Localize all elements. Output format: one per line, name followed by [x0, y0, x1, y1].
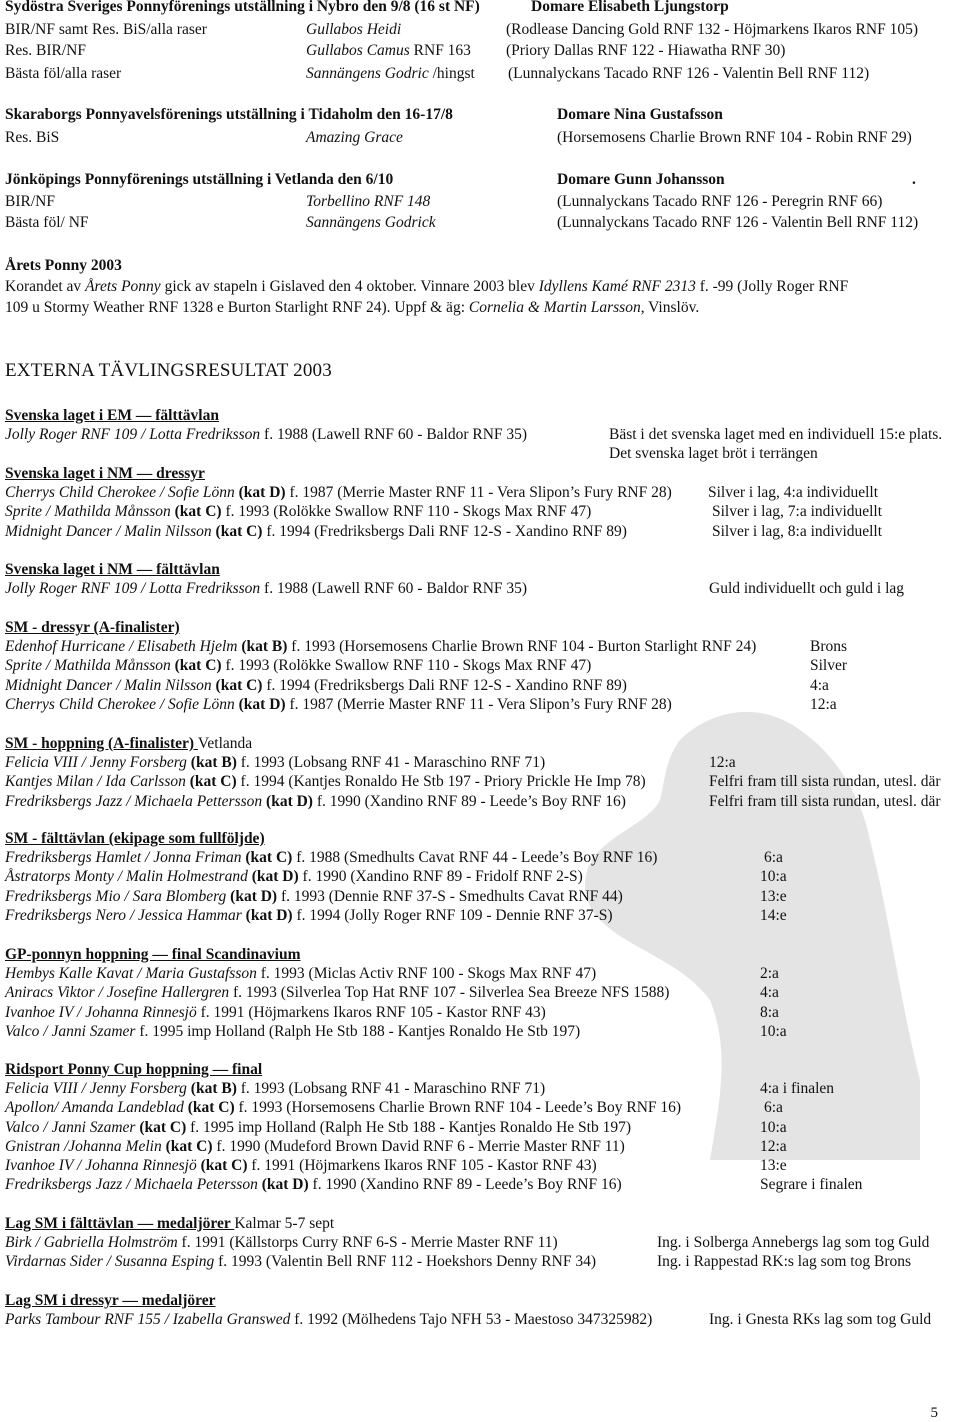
text: f. -99 (Jolly Roger RNF [695, 278, 849, 295]
category: (kat C) [211, 522, 263, 540]
result-row [5, 425, 527, 444]
horse-rider: Valco / Janni Szamer [5, 1022, 136, 1040]
category: (kat D) [247, 868, 299, 886]
pedigree: (Rodlease Dancing Gold RNF 132 - Höjmarkens Ikaros RNF 105) [506, 21, 918, 38]
horse-rider: Valco / Janni Szamer [5, 1118, 136, 1136]
horse-pedigree: f. 1988 (Smedhults Cavat RNF 44 - Leede’s Boy RNF 16) [292, 849, 658, 867]
result-placing: 6:a [764, 849, 783, 867]
text: , Vinslöv. [640, 299, 700, 316]
horse-pedigree: f. 1993 (Horsemosens Charlie Brown RNF 104 - Leede’s Boy RNF 16) [234, 1099, 682, 1117]
show-heading-sydostra: Sydöstra Sveriges Ponnyförenings utställning i Nybro den 9/8 (16 st NF) [5, 0, 480, 15]
result-row [5, 1118, 631, 1137]
horse-rider: Ivanhoe IV / Johanna Rinnesjö [5, 1157, 197, 1174]
category: (kat D) [241, 906, 293, 924]
horse-pedigree: f. 1993 (Valentin Bell RNF 112 - Hoekshors Denny RNF 34) [214, 1253, 596, 1271]
category: (kat B) [186, 754, 237, 772]
horse-pedigree: f. 1994 (Kantjes Ronaldo He Stb 197 - Priory Prickle He Imp 78) [236, 773, 646, 791]
arets-ponny-text-1 [5, 277, 848, 296]
horse-pedigree: f. 1987 (Merrie Master RNF 11 - Vera Slipon’s Fury RNF 28) [285, 484, 672, 502]
result-placing: Ing. i Rappestad RK:s lag som tog Brons [657, 1253, 912, 1271]
horse-rider: Edenhof Hurricane / Elisabeth Hjelm [5, 638, 238, 656]
category: (kat D) [234, 695, 286, 713]
horse-pedigree: f. 1990 (Xandino RNF 89 - Leede’s Boy RNF 16) [308, 1176, 622, 1194]
horse-rider: Felicia VIII / Jenny Forsberg [5, 1080, 187, 1098]
horse-rider: Hembys Kalle Kavat / Maria Gustafsson [5, 965, 257, 983]
horse-name: Torbellino RNF 148 [306, 193, 431, 210]
horse-rider: Apollon/ Amanda Landeblad [5, 1099, 184, 1117]
result-row [5, 848, 657, 867]
horse-rider: Sprite / Mathilda Månsson [5, 503, 171, 521]
horse-pedigree: f. 1994 (Fredriksbergs Dali RNF 12-S - Xandino RNF 89) [262, 676, 627, 694]
result-placing: 10:a [760, 868, 787, 886]
horse-pedigree: f. 1992 (Mölhedens Tajo NFH 53 - Maestoso 347325982) [290, 1311, 653, 1329]
horse-pedigree: f. 1994 (Jolly Roger RNF 109 - Dennie RNF 37-S) [292, 906, 613, 924]
horse-pedigree: f. 1988 (Lawell RNF 60 - Baldor RNF 35) [260, 426, 528, 444]
pedigree: (Priory Dallas RNF 122 - Hiawatha RNF 30) [506, 42, 786, 59]
horse-rider: Fredriksbergs Nero / Jessica Hammar [5, 906, 242, 924]
category: (kat D) [257, 1176, 309, 1194]
section-heading [5, 829, 265, 848]
horse-pedigree: f. 1991 (Källstorps Curry RNF 6-S - Merrie Master RNF 11) [177, 1234, 558, 1252]
result-placing: 14:e [760, 906, 787, 924]
result-row [5, 906, 613, 925]
result-placing: 13:e [760, 1157, 787, 1174]
stray-dot: . [912, 171, 916, 188]
result-row [5, 656, 591, 675]
horse-pedigree: f. 1993 (Lobsang RNF 41 - Maraschino RNF 71) [236, 754, 546, 772]
section-heading-text: GP-ponnyn hoppning — final Scandinavium [5, 946, 301, 963]
text: Årets Ponny [85, 278, 161, 295]
horse-pedigree: f. 1990 (Xandino RNF 89 - Fridolf RNF 2-S) [298, 868, 583, 886]
result-placing: 4:a [810, 676, 829, 694]
horse-rider: Midnight Dancer / Malin Nilsson [5, 522, 212, 540]
horse-pedigree: f. 1994 (Fredriksbergs Dali RNF 12-S - Xandino RNF 89) [262, 522, 627, 540]
pony-watermark [560, 700, 940, 1160]
result-placing: Segrare i finalen [760, 1176, 863, 1194]
section-heading [5, 945, 300, 964]
result-placing: 4:a [760, 984, 779, 1002]
horse-rider: Aniracs Viktor / Josefine Hallergren [5, 984, 230, 1002]
result-row [5, 753, 545, 772]
category: (kat C) [196, 1157, 248, 1174]
result-placing: 4:a i finalen [760, 1080, 835, 1098]
result-placing: 13:e [760, 887, 787, 905]
result-row [5, 1310, 652, 1329]
horse-name: Gullabos Heidi [306, 21, 402, 38]
section-heading-text: Lag SM i fälttävlan — medaljörer [5, 1215, 235, 1232]
result-placing: 2:a [760, 965, 779, 983]
result-row [5, 1098, 681, 1117]
result-placing: 12:a [760, 1137, 787, 1155]
horse-rider: Sprite / Mathilda Månsson [5, 657, 171, 675]
result-row [5, 1079, 545, 1098]
class-label: Bästa föl/ NF [5, 214, 89, 231]
horse-rider: Åstratorps Monty / Malin Holmestrand [5, 868, 248, 886]
category: (kat C) [135, 1118, 187, 1136]
horse-rider: Midnight Dancer / Malin Nilsson [5, 676, 212, 694]
horse-rider: Fredriksbergs Jazz / Michaela Pettersson [5, 792, 263, 810]
show-heading-skaraborgs: Skaraborgs Ponnyavelsförenings utställning i Tidaholm den 16-17/8 [5, 106, 453, 123]
result-placing: 10:a [760, 1022, 787, 1040]
arets-ponny-heading: Årets Ponny 2003 [5, 257, 122, 274]
horse-rider: Birk / Gabriella Holmström [5, 1234, 178, 1252]
text: Korandet av [5, 278, 86, 295]
show-heading-jonkopings: Jönköpings Ponnyförenings utställning i Vetlanda den 6/10 [5, 171, 394, 188]
horse-pedigree: f. 1990 (Mudeford Brown David RNF 6 - Merrie Master RNF 11) [212, 1137, 625, 1155]
result-placing: Silver i lag, 8:a individuellt [712, 522, 883, 540]
section-heading [5, 406, 219, 425]
horse-pedigree: f. 1993 (Rolökke Swallow RNF 110 - Skogs Max RNF 47) [221, 503, 592, 521]
section-heading-text: Lag SM i dressyr — medaljörer [5, 1292, 216, 1309]
result-row [5, 1252, 596, 1271]
result-row [5, 867, 583, 886]
horse-name: Gullabos Camus [306, 42, 410, 59]
result-placing: Bäst i det svenska laget med en individuell 15:e plats. [609, 426, 943, 444]
horse-rider: Fredriksbergs Hamlet / Jonna Friman [5, 849, 242, 867]
horse-name-line [306, 41, 471, 60]
result-placing: Det svenska laget bröt i terrängen [609, 445, 818, 463]
result-row [5, 1175, 622, 1194]
horse-note: /hingst [428, 65, 475, 82]
section-heading [5, 464, 205, 483]
horse-rider: Jolly Roger RNF 109 / Lotta Fredriksson [5, 580, 261, 598]
section-heading-text: Ridsport Ponny Cup hoppning — final [5, 1061, 263, 1078]
horse-pedigree: f. 1995 imp Holland (Ralph He Stb 188 - Kantjes Ronaldo He Stb 197) [186, 1118, 631, 1136]
class-label: Bästa föl/alla raser [5, 65, 122, 82]
class-label: BIR/NF [5, 193, 55, 210]
page-number: 5 [930, 1405, 938, 1421]
result-row [5, 1022, 580, 1041]
section-heading [5, 734, 252, 753]
horse-pedigree: f. 1991 (Höjmarkens Ikaros RNF 105 - Kastor RNF 43) [196, 1003, 546, 1021]
horse-rider: Cherrys Child Cherokee / Sofie Lönn [5, 484, 235, 502]
text: 109 u Stormy Weather RNF 1328 e Burton Starlight RNF 24). Uppf & äg: [5, 299, 469, 316]
horse-pedigree: f. 1993 (Rolökke Swallow RNF 110 - Skogs Max RNF 47) [221, 657, 592, 675]
horse-pedigree: f. 1987 (Merrie Master RNF 11 - Vera Slipon’s Fury RNF 28) [285, 695, 672, 713]
horse-reg: RNF 163 [409, 42, 471, 59]
section-heading-location: Vetlanda [197, 735, 253, 752]
result-placing: 12:a [709, 754, 736, 772]
horse-pedigree: f. 1990 (Xandino RNF 89 - Leede’s Boy RNF 16) [312, 792, 626, 810]
result-placing: 12:a [810, 695, 837, 713]
result-row [5, 483, 672, 502]
horse-name: Amazing Grace [306, 129, 403, 146]
result-placing: Silver i lag, 4:a individuellt [708, 484, 879, 502]
horse-pedigree: f. 1993 (Horsemosens Charlie Brown RNF 104 - Burton Starlight RNF 24) [287, 638, 757, 656]
breeder-owner: Cornelia & Martin Larsson [468, 299, 641, 316]
class-label: Res. BIR/NF [5, 42, 86, 59]
horse-pedigree: f. 1995 imp Holland (Ralph He Stb 188 - Kantjes Ronaldo He Stb 197) [135, 1022, 581, 1040]
horse-rider: Ivanhoe IV / Johanna Rinnesjö [5, 1003, 197, 1021]
category: (kat C) [183, 1099, 235, 1117]
category: (kat C) [170, 657, 222, 675]
horse-rider: Felicia VIII / Jenny Forsberg [5, 754, 187, 772]
result-placing: Ing. i Solberga Annebergs lag som tog Guld [657, 1234, 930, 1252]
horse-pedigree: f. 1993 (Silverlea Top Hat RNF 107 - Silverlea Sea Breeze NFS 1588) [229, 984, 670, 1002]
class-label: BIR/NF samt Res. BiS/alla raser [5, 21, 207, 38]
horse-pedigree: f. 1993 (Dennie RNF 37-S - Smedhults Cavat RNF 44) [277, 887, 623, 905]
section-heading-text: SM - dressyr (A-finalister) [5, 619, 180, 636]
horse-rider: Parks Tambour RNF 155 / Izabella Granswed [5, 1311, 291, 1329]
section-heading [5, 618, 180, 637]
result-row [5, 983, 669, 1002]
horse-name-line [306, 64, 475, 83]
result-placing: Guld individuellt och guld i lag [709, 580, 905, 598]
category: (kat D) [262, 792, 313, 810]
pedigree: (Lunnalyckans Tacado RNF 126 - Peregrin RNF 66) [557, 193, 883, 210]
result-row [5, 772, 646, 791]
horse-pedigree: f. 1993 (Lobsang RNF 41 - Maraschino RNF 71) [236, 1080, 546, 1098]
horse-name: Sannängens Godric [306, 65, 429, 82]
category: (kat B) [237, 638, 288, 656]
horse-rider: Fredriksbergs Jazz / Michaela Petersson [5, 1176, 258, 1194]
pedigree: (Lunnalyckans Tacado RNF 126 - Valentin Bell RNF 112) [557, 214, 919, 231]
arets-ponny-text-2 [5, 298, 699, 317]
horse-pedigree: f. 1991 (Höjmarkens Ikaros RNF 105 - Kastor RNF 43) [247, 1157, 597, 1174]
section-heading [5, 1291, 216, 1310]
result-row [5, 695, 672, 714]
result-placing: 10:a [760, 1118, 787, 1136]
category: (kat C) [211, 676, 263, 694]
page-title: EXTERNA TÄVLINGSRESULTAT 2003 [5, 360, 332, 381]
result-row [5, 1003, 546, 1022]
result-row [5, 502, 591, 521]
section-heading-text: SM - hoppning (A-finalister) [5, 735, 198, 752]
category: (kat B) [186, 1080, 237, 1098]
result-placing: Brons [810, 638, 848, 656]
pedigree: (Horsemosens Charlie Brown RNF 104 - Robin RNF 29) [557, 129, 912, 146]
category: (kat D) [234, 484, 286, 502]
section-heading [5, 560, 220, 579]
category: (kat C) [185, 773, 237, 791]
category: (kat D) [226, 887, 278, 905]
result-row [5, 579, 527, 598]
horse-rider: Cherrys Child Cherokee / Sofie Lönn [5, 695, 235, 713]
class-label: Res. BiS [5, 129, 60, 146]
horse-rider: Jolly Roger RNF 109 / Lotta Fredriksson [5, 426, 261, 444]
result-row [5, 1233, 558, 1252]
result-placing: 6:a [764, 1099, 783, 1117]
horse-rider: Virdarnas Sider / Susanna Esping [5, 1253, 215, 1271]
horse-rider: Kantjes Milan / Ida Carlsson [5, 773, 186, 791]
result-row [5, 676, 627, 695]
section-heading [5, 1214, 334, 1233]
result-placing: Felfri fram till sista rundan, utesl. där [709, 792, 941, 810]
section-heading-text: SM - fälttävlan (ekipage som fullföljde) [5, 830, 265, 847]
result-placing: Silver [810, 657, 848, 675]
judge-skaraborgs: Domare Nina Gustafsson [557, 106, 723, 123]
category: (kat C) [161, 1137, 213, 1155]
pedigree: (Lunnalyckans Tacado RNF 126 - Valentin Bell RNF 112) [508, 65, 870, 82]
result-placing: 8:a [760, 1003, 779, 1021]
result-placing: Ing. i Gnesta RKs lag som tog Guld [709, 1311, 932, 1329]
horse-pedigree: f. 1988 (Lawell RNF 60 - Baldor RNF 35) [260, 580, 528, 598]
result-row [5, 792, 626, 811]
section-heading-text: Svenska laget i EM — fälttävlan [5, 407, 219, 424]
result-row [5, 637, 756, 656]
result-row [5, 522, 627, 541]
result-row [5, 964, 596, 983]
result-row [5, 887, 623, 906]
judge-sydostra: Domare Elisabeth Ljungstorp [531, 0, 729, 15]
judge-jonkopings: Domare Gunn Johansson [557, 171, 725, 188]
result-placing: Silver i lag, 7:a individuellt [712, 503, 883, 521]
result-row [5, 1156, 597, 1175]
section-heading-text: Svenska laget i NM — dressyr [5, 465, 205, 482]
section-heading-location: Kalmar 5-7 sept [234, 1215, 335, 1232]
category: (kat C) [241, 849, 293, 867]
result-row [5, 1137, 625, 1156]
horse-rider: Fredriksbergs Mio / Sara Blomberg [5, 887, 227, 905]
horse-rider: Gnistran /Johanna Melin [5, 1137, 162, 1155]
winner-name: Idyllens Kamé RNF 2313 [538, 278, 696, 295]
section-heading [5, 1060, 262, 1079]
result-placing: Felfri fram till sista rundan, utesl. där [709, 773, 941, 791]
horse-pedigree: f. 1993 (Miclas Activ RNF 100 - Skogs Max RNF 47) [256, 965, 597, 983]
text: gick av stapeln i Gislaved den 4 oktober. Vinnare 2003 blev [160, 278, 539, 295]
category: (kat C) [170, 503, 222, 521]
horse-name: Sannängens Godrick [306, 214, 436, 231]
section-heading-text: Svenska laget i NM — fälttävlan [5, 561, 220, 578]
